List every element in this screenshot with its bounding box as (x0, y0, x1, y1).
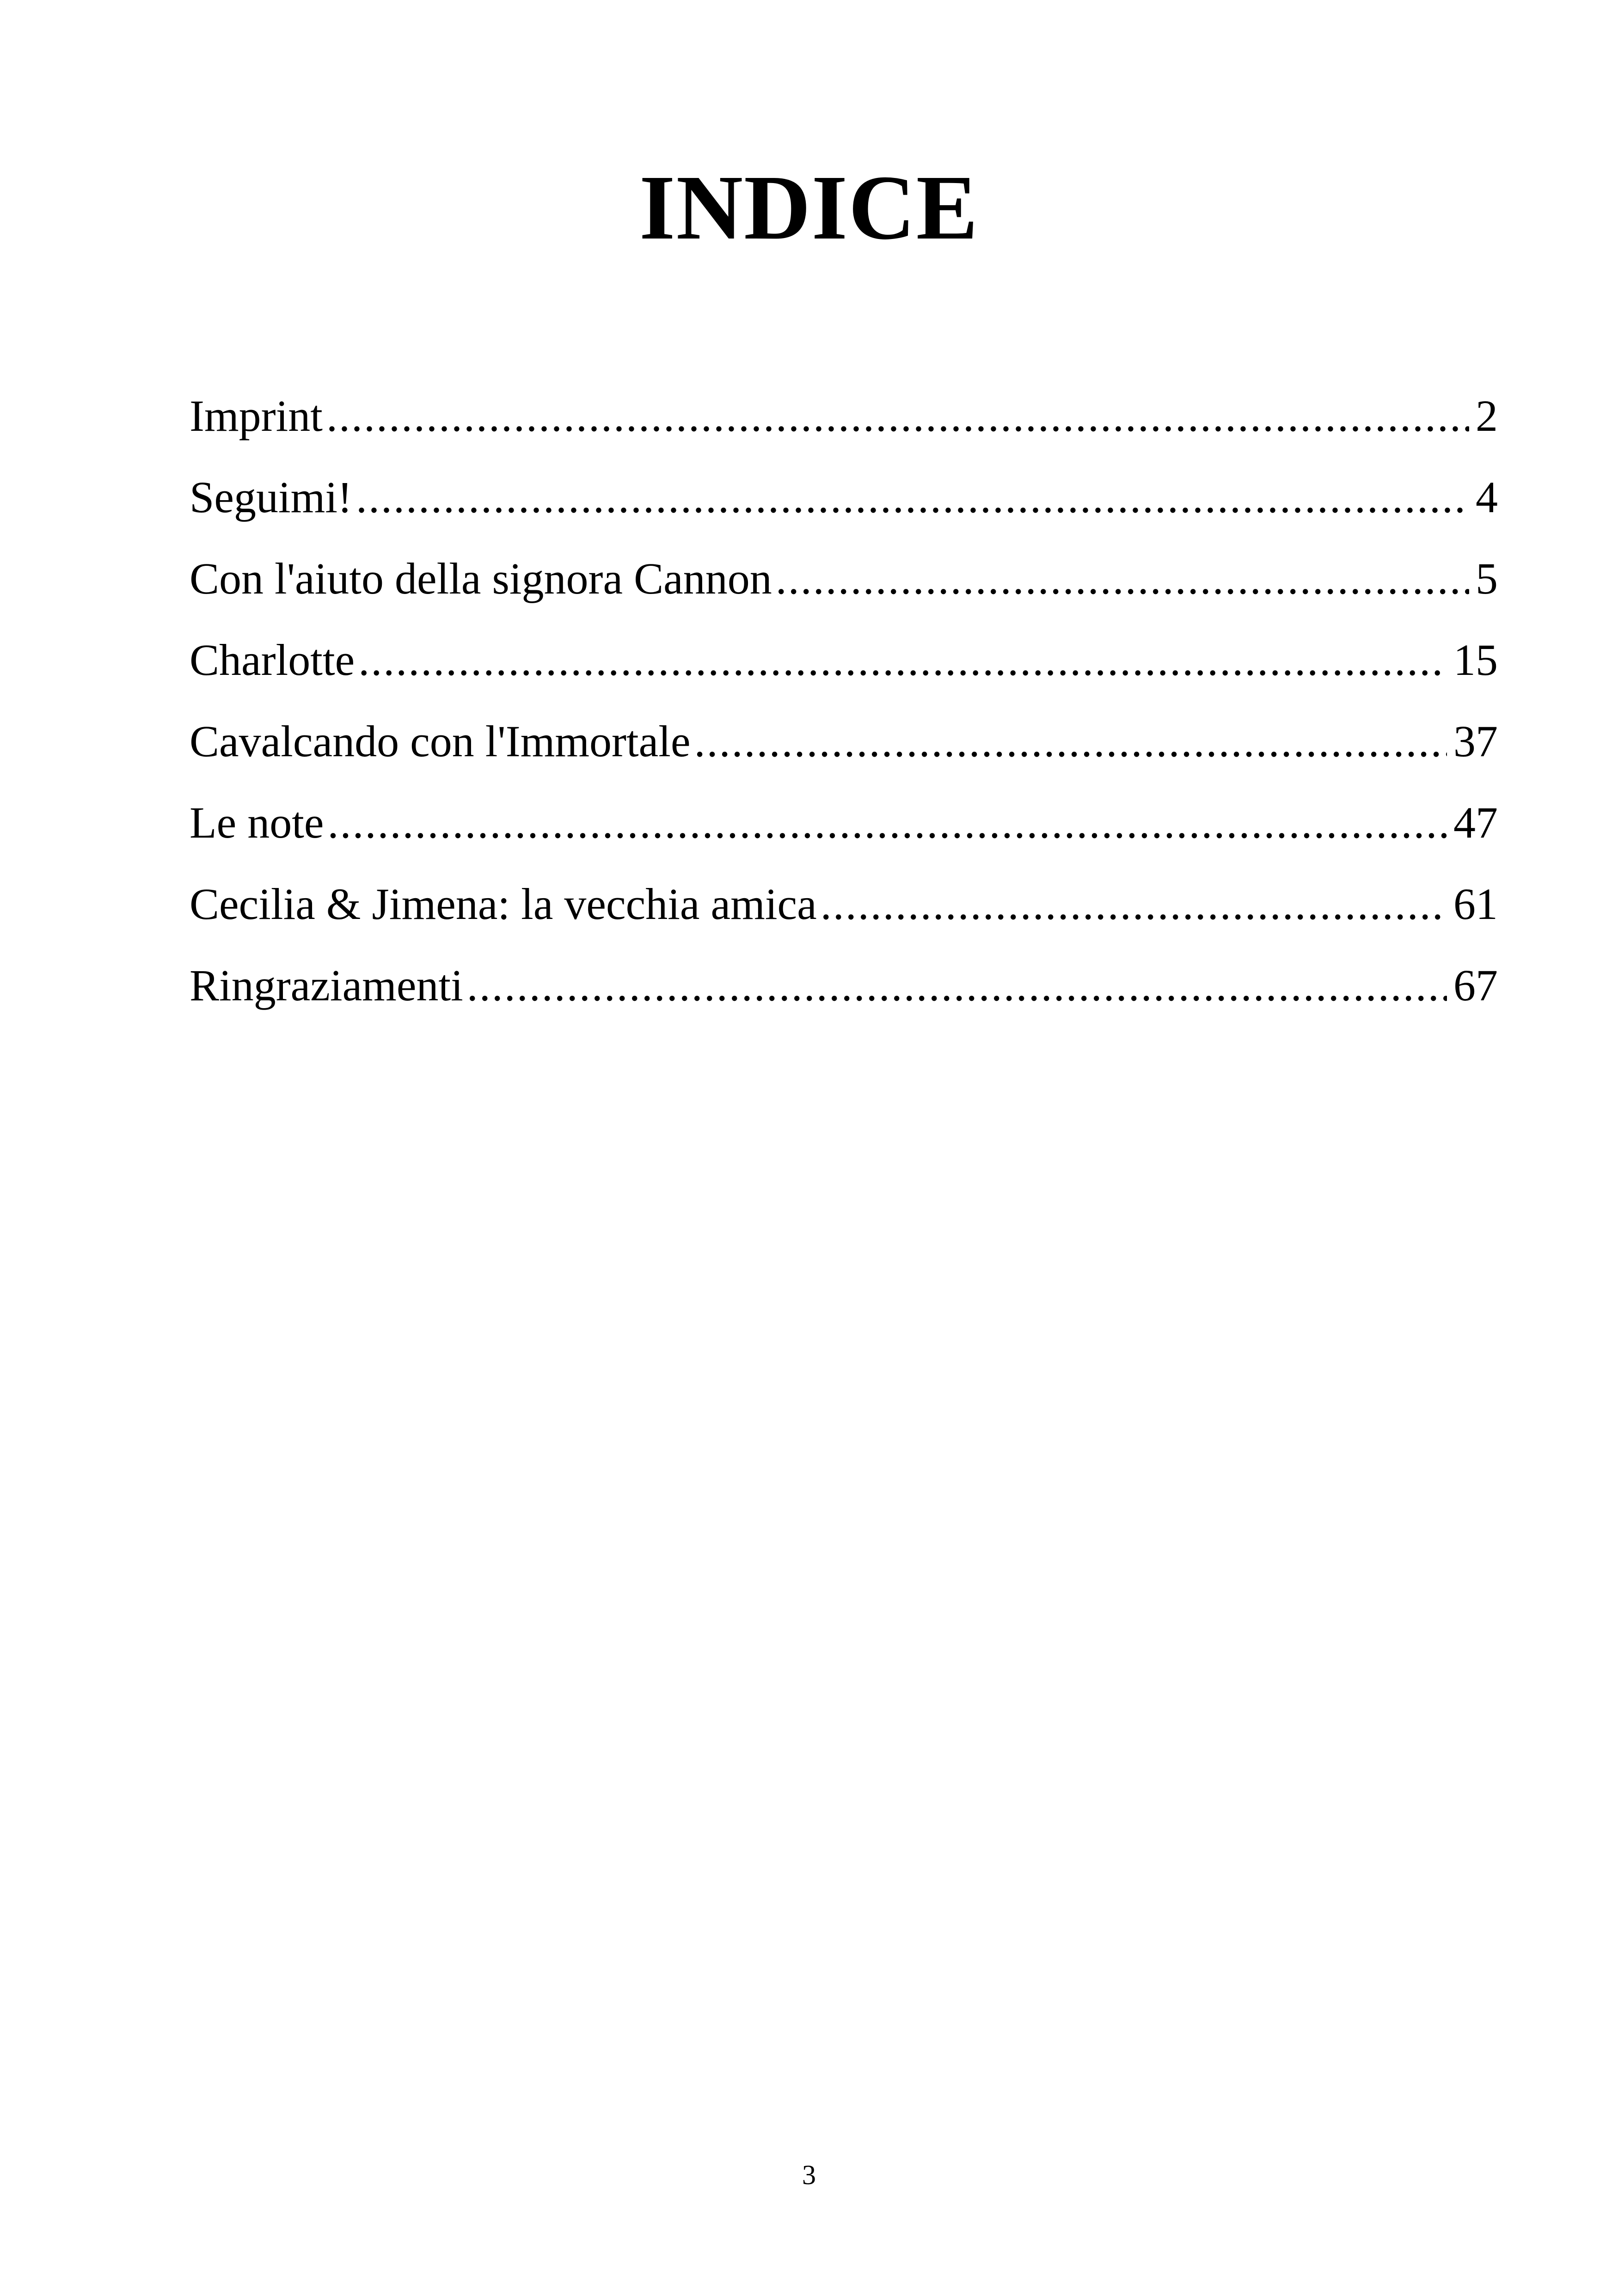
toc-entry-page: 47 (1453, 798, 1498, 847)
toc-entry-page: 61 (1453, 879, 1498, 929)
toc-entry-title: Cavalcando con l'Immortale (190, 716, 691, 766)
toc-dot-leader (356, 467, 1469, 527)
toc-entry-page: 37 (1453, 716, 1498, 766)
toc-entry[interactable] (190, 630, 1498, 711)
toc-entry[interactable] (190, 386, 1498, 467)
toc-entry-page: 15 (1453, 635, 1498, 685)
toc-dot-leader (326, 386, 1469, 446)
page-title: INDICE (639, 157, 979, 259)
toc-dot-leader (358, 630, 1447, 690)
toc-entry-page: 2 (1476, 391, 1498, 441)
toc-dot-leader (694, 711, 1447, 771)
toc-entry[interactable] (190, 955, 1498, 1037)
toc-entry-page: 5 (1476, 554, 1498, 603)
table-of-contents (190, 386, 1498, 1037)
toc-entry[interactable] (190, 467, 1498, 549)
toc-entry-title: Ringraziamenti (190, 961, 463, 1010)
toc-dot-leader (328, 793, 1447, 853)
toc-entry-title: Charlotte (190, 635, 355, 685)
toc-dot-leader (776, 549, 1469, 609)
toc-entry-title: Cecilia & Jimena: la vecchia amica (190, 879, 817, 929)
toc-dot-leader (821, 874, 1447, 934)
toc-entry-page: 4 (1476, 472, 1498, 522)
toc-entry-title: Seguimi! (190, 472, 352, 522)
toc-entry-title: Con l'aiuto della signora Cannon (190, 554, 772, 603)
toc-entry[interactable] (190, 549, 1498, 630)
page-number: 3 (802, 2160, 816, 2190)
toc-entry[interactable] (190, 793, 1498, 874)
toc-entry[interactable] (190, 711, 1498, 793)
toc-entry-title: Le note (190, 798, 324, 847)
toc-entry-title: Imprint (190, 391, 323, 441)
toc-entry[interactable] (190, 874, 1498, 955)
toc-dot-leader (467, 955, 1447, 1016)
toc-entry-page: 67 (1453, 961, 1498, 1010)
